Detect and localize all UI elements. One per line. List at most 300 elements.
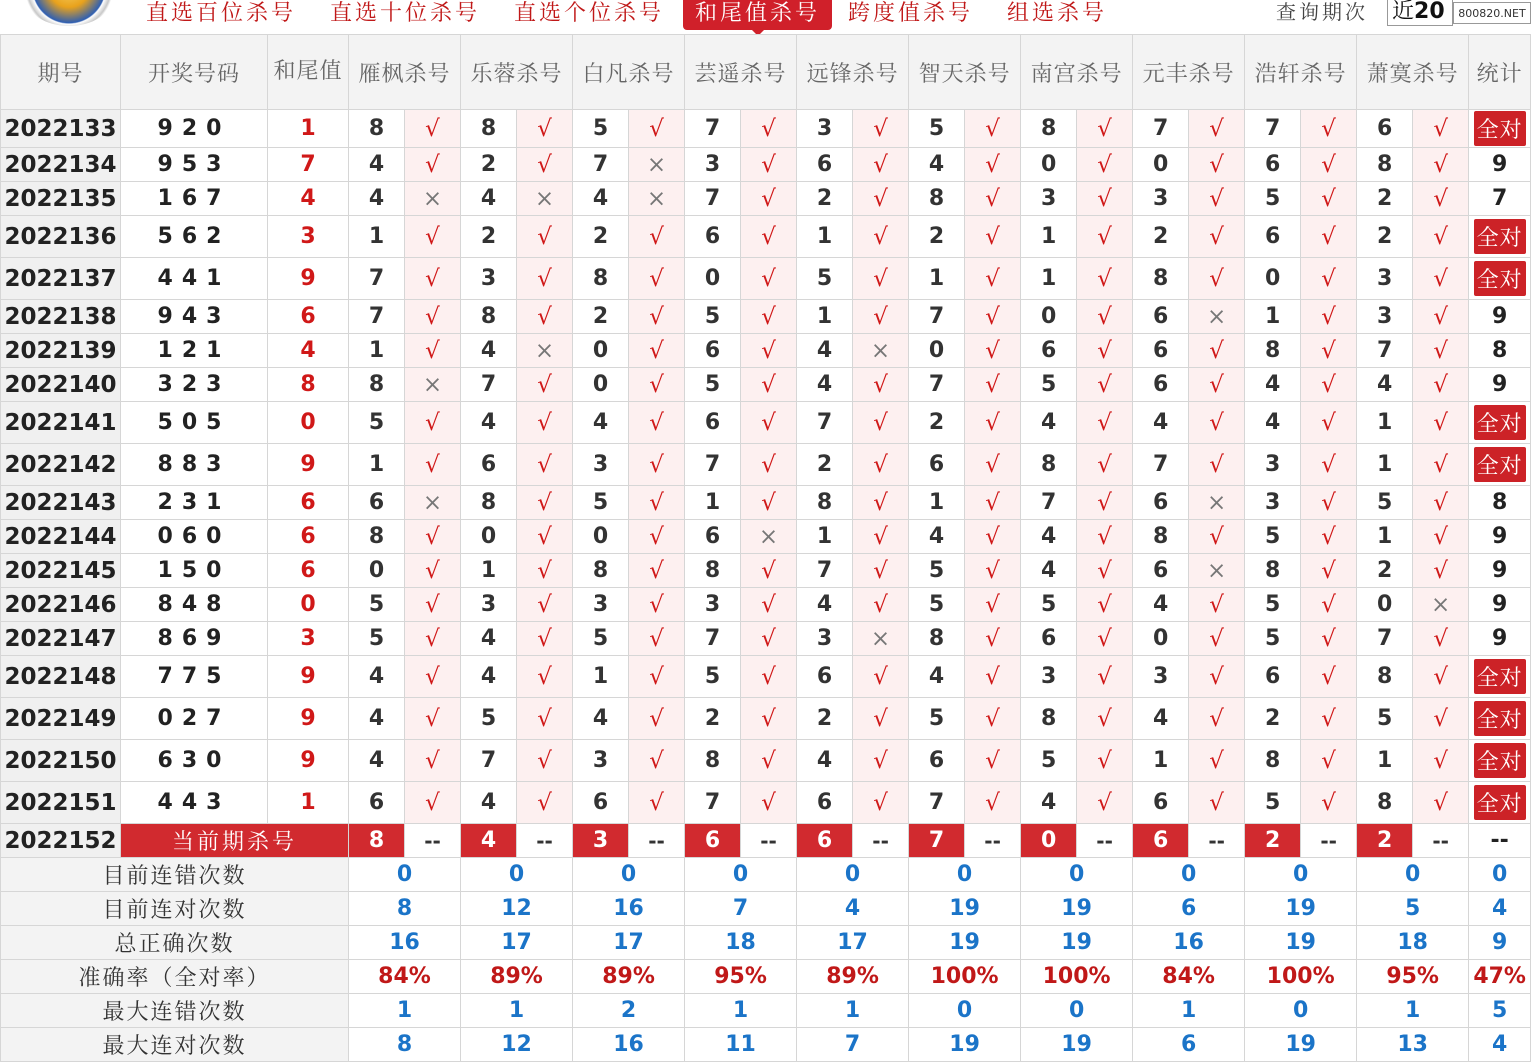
check-mark-icon: √ [741, 740, 797, 782]
summary-stat: 47% [1469, 960, 1531, 994]
kill-number: 4 [1133, 698, 1189, 740]
summary-stat: 5 [1469, 994, 1531, 1028]
kill-number: 7 [685, 182, 741, 216]
summary-row [1, 960, 1531, 994]
sum-tail-value: 9 [268, 258, 349, 300]
check-mark-icon: √ [405, 698, 461, 740]
header-expert-6: 智天杀号 [909, 35, 1021, 110]
kill-number: 4 [1021, 782, 1077, 824]
check-mark-icon: √ [1077, 486, 1133, 520]
check-mark-icon: √ [1301, 486, 1357, 520]
summary-value: 84% [349, 960, 461, 994]
all-correct-badge: 全对 [1474, 261, 1526, 296]
check-mark-icon: √ [1301, 148, 1357, 182]
kill-number: 6 [1133, 300, 1189, 334]
summary-value: 0 [1021, 858, 1133, 892]
summary-value: 100% [1245, 960, 1357, 994]
kill-number: 4 [461, 782, 517, 824]
kill-number: 5 [909, 554, 965, 588]
check-mark-icon: √ [741, 368, 797, 402]
check-mark-icon: √ [1301, 368, 1357, 402]
stat-cell: 9 [1469, 148, 1531, 182]
check-mark-icon: √ [1413, 554, 1469, 588]
check-mark-icon: √ [741, 698, 797, 740]
check-mark-icon: √ [853, 588, 909, 622]
kill-number: 6 [461, 444, 517, 486]
summary-value: 19 [909, 1028, 1021, 1062]
kill-number: 5 [1021, 740, 1077, 782]
check-mark-icon: √ [1077, 216, 1133, 258]
kill-number: 7 [797, 554, 853, 588]
summary-value: 0 [573, 858, 685, 892]
summary-value: 17 [461, 926, 573, 960]
kill-number: 8 [573, 258, 629, 300]
summary-value: 84% [1133, 960, 1245, 994]
kill-number: 4 [461, 182, 517, 216]
summary-value: 89% [461, 960, 573, 994]
summary-value: 11 [685, 1028, 797, 1062]
current-kill-number: 2 [1357, 824, 1413, 858]
kill-number: 5 [573, 622, 629, 656]
check-mark-icon: √ [1413, 622, 1469, 656]
kill-number: 6 [1357, 110, 1413, 148]
tab-span-kill[interactable]: 跨度值杀号 [848, 1, 974, 26]
kill-number: 6 [685, 520, 741, 554]
sum-tail-value: 6 [268, 520, 349, 554]
kill-number: 8 [1245, 554, 1301, 588]
kill-number: 7 [349, 300, 405, 334]
cross-mark-icon: × [405, 368, 461, 402]
check-mark-icon: √ [1413, 110, 1469, 148]
check-mark-icon: √ [1301, 588, 1357, 622]
check-mark-icon: √ [1189, 588, 1245, 622]
sum-tail-value: 0 [268, 402, 349, 444]
kill-number: 8 [1133, 258, 1189, 300]
check-mark-icon: √ [1077, 402, 1133, 444]
check-mark-icon: √ [741, 258, 797, 300]
summary-label: 总正确次数 [1, 926, 349, 960]
summary-value: 0 [1245, 994, 1357, 1028]
check-mark-icon: √ [965, 368, 1021, 402]
draw-numbers: 848 [121, 588, 268, 622]
check-mark-icon: √ [1301, 444, 1357, 486]
check-mark-icon: √ [405, 258, 461, 300]
check-mark-icon: √ [853, 402, 909, 444]
kill-number: 6 [1133, 368, 1189, 402]
summary-value: 0 [461, 858, 573, 892]
summary-value: 1 [797, 994, 909, 1028]
kill-number: 8 [1357, 656, 1413, 698]
stat-cell: 9 [1469, 554, 1531, 588]
summary-label: 目前连错次数 [1, 858, 349, 892]
check-mark-icon: √ [853, 216, 909, 258]
check-mark-icon: √ [517, 402, 573, 444]
kill-number: 3 [573, 740, 629, 782]
kill-number: 4 [573, 698, 629, 740]
draw-numbers: 443 [121, 782, 268, 824]
issue-number: 2022140 [1, 368, 121, 402]
kill-number: 8 [349, 520, 405, 554]
summary-stat: 9 [1469, 926, 1531, 960]
sum-tail-value: 1 [268, 782, 349, 824]
current-kill-number: 4 [461, 824, 517, 858]
header-stat: 统计 [1469, 35, 1531, 110]
kill-number: 4 [1133, 402, 1189, 444]
check-mark-icon: √ [1189, 258, 1245, 300]
kill-number: 2 [1357, 216, 1413, 258]
kill-number: 2 [909, 402, 965, 444]
summary-row [1, 994, 1531, 1028]
check-mark-icon: √ [1413, 300, 1469, 334]
check-mark-icon: √ [741, 622, 797, 656]
summary-value: 19 [909, 892, 1021, 926]
issue-number: 2022143 [1, 486, 121, 520]
check-mark-icon: √ [405, 334, 461, 368]
tab-group-kill[interactable]: 组选杀号 [1007, 1, 1108, 26]
kill-number-table [0, 34, 1531, 1062]
issue-number: 2022150 [1, 740, 121, 782]
check-mark-icon: √ [853, 782, 909, 824]
summary-value: 17 [797, 926, 909, 960]
header-expert-10: 萧寞杀号 [1357, 35, 1469, 110]
check-mark-icon: √ [965, 520, 1021, 554]
all-correct-badge: 全对 [1474, 659, 1526, 694]
kill-number: 3 [573, 444, 629, 486]
summary-value: 19 [1245, 926, 1357, 960]
check-mark-icon: √ [741, 554, 797, 588]
summary-value: 19 [1021, 1028, 1133, 1062]
table-row [1, 486, 1531, 520]
pending-result: -- [1413, 824, 1469, 858]
kill-number: 4 [461, 334, 517, 368]
check-mark-icon: √ [1077, 148, 1133, 182]
kill-number: 2 [1357, 554, 1413, 588]
current-kill-number: 7 [909, 824, 965, 858]
check-mark-icon: √ [965, 740, 1021, 782]
tab-units-kill[interactable]: 直选个位杀号 [514, 1, 665, 26]
issue-number: 2022138 [1, 300, 121, 334]
check-mark-icon: √ [1077, 520, 1133, 554]
summary-value: 1 [349, 994, 461, 1028]
stat-cell: 9 [1469, 622, 1531, 656]
kill-number: 4 [909, 148, 965, 182]
tab-tens-kill[interactable]: 直选十位杀号 [330, 1, 481, 26]
cross-mark-icon: × [517, 182, 573, 216]
kill-number: 7 [461, 368, 517, 402]
kill-number: 1 [1357, 520, 1413, 554]
draw-numbers: 869 [121, 622, 268, 656]
check-mark-icon: √ [517, 148, 573, 182]
check-mark-icon: √ [1077, 622, 1133, 656]
issue-number: 2022141 [1, 402, 121, 444]
kill-number: 3 [1133, 656, 1189, 698]
current-kill-number: 3 [573, 824, 629, 858]
check-mark-icon: √ [1413, 216, 1469, 258]
draw-numbers: 775 [121, 656, 268, 698]
summary-value: 0 [685, 858, 797, 892]
check-mark-icon: √ [853, 486, 909, 520]
kill-number: 2 [797, 444, 853, 486]
sum-tail-value: 9 [268, 698, 349, 740]
kill-number: 8 [797, 486, 853, 520]
check-mark-icon: √ [965, 110, 1021, 148]
summary-value: 0 [909, 858, 1021, 892]
check-mark-icon: √ [853, 148, 909, 182]
check-mark-icon: √ [517, 300, 573, 334]
kill-number: 6 [685, 402, 741, 444]
pending-result: -- [405, 824, 461, 858]
kill-number: 5 [909, 588, 965, 622]
sum-tail-value: 9 [268, 656, 349, 698]
summary-value: 0 [1133, 858, 1245, 892]
check-mark-icon: √ [1413, 486, 1469, 520]
kill-number: 2 [461, 216, 517, 258]
check-mark-icon: √ [629, 588, 685, 622]
summary-value: 0 [1357, 858, 1469, 892]
issue-number: 2022146 [1, 588, 121, 622]
check-mark-icon: √ [741, 334, 797, 368]
stat-cell [1469, 698, 1531, 740]
header-sum-tail: 和尾值 [268, 35, 349, 110]
kill-number: 5 [797, 258, 853, 300]
cross-mark-icon: × [517, 334, 573, 368]
kill-number: 5 [461, 698, 517, 740]
summary-value: 0 [1245, 858, 1357, 892]
check-mark-icon: √ [965, 486, 1021, 520]
check-mark-icon: √ [405, 782, 461, 824]
table-row [1, 334, 1531, 368]
summary-value: 6 [1133, 1028, 1245, 1062]
check-mark-icon: √ [405, 402, 461, 444]
table-row [1, 782, 1531, 824]
header-expert-5: 远锋杀号 [797, 35, 909, 110]
kill-number: 7 [1021, 486, 1077, 520]
check-mark-icon: √ [405, 520, 461, 554]
check-mark-icon: √ [1301, 216, 1357, 258]
query-period-select[interactable] [1387, 0, 1453, 26]
kill-number: 7 [909, 300, 965, 334]
check-mark-icon: √ [1413, 258, 1469, 300]
kill-number: 8 [1357, 148, 1413, 182]
kill-number: 4 [1021, 520, 1077, 554]
kill-number: 0 [573, 368, 629, 402]
site-logo[interactable] [26, 0, 112, 26]
kill-number: 1 [1357, 444, 1413, 486]
pending-result: -- [853, 824, 909, 858]
current-kill-number: 2 [1245, 824, 1301, 858]
kill-number: 1 [909, 486, 965, 520]
summary-stat: 4 [1469, 892, 1531, 926]
check-mark-icon: √ [1301, 300, 1357, 334]
pending-result: -- [1189, 824, 1245, 858]
kill-number: 4 [573, 402, 629, 444]
kill-number: 4 [461, 402, 517, 444]
summary-value: 19 [1245, 1028, 1357, 1062]
summary-label: 目前连对次数 [1, 892, 349, 926]
kill-number: 3 [1357, 258, 1413, 300]
issue-number: 2022148 [1, 656, 121, 698]
summary-value: 0 [909, 994, 1021, 1028]
summary-value: 100% [1021, 960, 1133, 994]
check-mark-icon: √ [517, 444, 573, 486]
pending-result: -- [629, 824, 685, 858]
all-correct-badge: 全对 [1474, 785, 1526, 820]
check-mark-icon: √ [741, 486, 797, 520]
kill-number: 8 [573, 554, 629, 588]
pending-result: -- [1077, 824, 1133, 858]
kill-number: 1 [573, 656, 629, 698]
sum-tail-value: 0 [268, 588, 349, 622]
summary-value: 8 [349, 1028, 461, 1062]
table-row [1, 698, 1531, 740]
header-expert-9: 浩轩杀号 [1245, 35, 1357, 110]
kill-number: 2 [909, 216, 965, 258]
kill-number: 8 [1021, 444, 1077, 486]
check-mark-icon: √ [1413, 782, 1469, 824]
table-row [1, 740, 1531, 782]
query-value: 20 [1414, 0, 1445, 24]
kill-number: 3 [1357, 300, 1413, 334]
kill-number: 5 [909, 110, 965, 148]
check-mark-icon: √ [853, 110, 909, 148]
cross-mark-icon: × [629, 182, 685, 216]
draw-numbers: 943 [121, 300, 268, 334]
kill-number: 4 [1245, 368, 1301, 402]
kill-number: 8 [1021, 698, 1077, 740]
check-mark-icon: √ [405, 110, 461, 148]
check-mark-icon: √ [1189, 334, 1245, 368]
kill-number: 8 [685, 554, 741, 588]
kill-number: 6 [1133, 782, 1189, 824]
issue-number: 2022134 [1, 148, 121, 182]
summary-label: 最大连对次数 [1, 1028, 349, 1062]
all-correct-badge: 全对 [1474, 447, 1526, 482]
kill-number: 3 [1245, 486, 1301, 520]
table-row [1, 110, 1531, 148]
check-mark-icon: √ [629, 782, 685, 824]
kill-number: 4 [1021, 402, 1077, 444]
table-row [1, 182, 1531, 216]
kill-number: 8 [349, 110, 405, 148]
check-mark-icon: √ [741, 782, 797, 824]
check-mark-icon: √ [517, 782, 573, 824]
kill-number: 1 [349, 444, 405, 486]
check-mark-icon: √ [629, 554, 685, 588]
check-mark-icon: √ [1413, 698, 1469, 740]
check-mark-icon: √ [1413, 334, 1469, 368]
draw-numbers: 060 [121, 520, 268, 554]
cross-mark-icon: × [853, 334, 909, 368]
kill-number: 6 [1245, 656, 1301, 698]
all-correct-badge: 全对 [1474, 405, 1526, 440]
check-mark-icon: √ [517, 698, 573, 740]
tab-sum-tail-kill[interactable]: 和尾值杀号 [683, 0, 832, 30]
table-row [1, 368, 1531, 402]
kill-number: 0 [461, 520, 517, 554]
kill-number: 5 [1245, 520, 1301, 554]
summary-value: 16 [573, 892, 685, 926]
check-mark-icon: √ [1413, 182, 1469, 216]
kill-number: 1 [685, 486, 741, 520]
check-mark-icon: √ [965, 402, 1021, 444]
summary-value: 18 [685, 926, 797, 960]
current-kill-row [1, 824, 1531, 858]
kill-number: 4 [573, 182, 629, 216]
kill-number: 5 [1245, 622, 1301, 656]
summary-value: 1 [461, 994, 573, 1028]
sum-tail-value: 6 [268, 554, 349, 588]
stat-cell: 9 [1469, 588, 1531, 622]
header-expert-2: 乐蓉杀号 [461, 35, 573, 110]
check-mark-icon: √ [741, 182, 797, 216]
sum-tail-value: 3 [268, 622, 349, 656]
check-mark-icon: √ [1077, 588, 1133, 622]
issue-number: 2022137 [1, 258, 121, 300]
check-mark-icon: √ [1077, 258, 1133, 300]
check-mark-icon: √ [1077, 656, 1133, 698]
stat-cell: 9 [1469, 368, 1531, 402]
summary-value: 100% [909, 960, 1021, 994]
kill-number: 4 [349, 740, 405, 782]
stat-cell: 8 [1469, 334, 1531, 368]
kill-number: 1 [797, 300, 853, 334]
kill-number: 6 [1021, 334, 1077, 368]
check-mark-icon: √ [965, 216, 1021, 258]
current-kill-label: 当前期杀号 [121, 824, 349, 858]
current-kill-number: 6 [685, 824, 741, 858]
check-mark-icon: √ [853, 698, 909, 740]
kill-number: 3 [461, 258, 517, 300]
cross-mark-icon: × [741, 520, 797, 554]
kill-number: 5 [1357, 486, 1413, 520]
check-mark-icon: √ [517, 258, 573, 300]
issue-number: 2022151 [1, 782, 121, 824]
check-mark-icon: √ [629, 368, 685, 402]
check-mark-icon: √ [1077, 554, 1133, 588]
check-mark-icon: √ [965, 334, 1021, 368]
pending-result: -- [517, 824, 573, 858]
kill-number: 6 [797, 148, 853, 182]
kill-number: 1 [1021, 216, 1077, 258]
kill-number: 6 [573, 782, 629, 824]
kill-number: 2 [685, 698, 741, 740]
sum-tail-value: 6 [268, 486, 349, 520]
check-mark-icon: √ [1077, 182, 1133, 216]
table-row [1, 656, 1531, 698]
check-mark-icon: √ [1189, 740, 1245, 782]
kill-number: 1 [1245, 300, 1301, 334]
tab-hundreds-kill[interactable]: 直选百位杀号 [146, 1, 297, 26]
summary-row [1, 1028, 1531, 1062]
check-mark-icon: √ [1301, 698, 1357, 740]
check-mark-icon: √ [1077, 698, 1133, 740]
stat-cell [1469, 110, 1531, 148]
kill-number: 7 [685, 444, 741, 486]
table-row [1, 554, 1531, 588]
kill-number: 3 [685, 148, 741, 182]
check-mark-icon: √ [629, 520, 685, 554]
check-mark-icon: √ [405, 300, 461, 334]
kill-number: 0 [1021, 148, 1077, 182]
summary-value: 16 [1133, 926, 1245, 960]
summary-value: 19 [1245, 892, 1357, 926]
check-mark-icon: √ [405, 656, 461, 698]
kill-number: 6 [349, 486, 405, 520]
kill-number: 5 [1021, 368, 1077, 402]
cross-mark-icon: × [1413, 588, 1469, 622]
kill-number: 4 [349, 182, 405, 216]
header-expert-7: 南宫杀号 [1021, 35, 1133, 110]
